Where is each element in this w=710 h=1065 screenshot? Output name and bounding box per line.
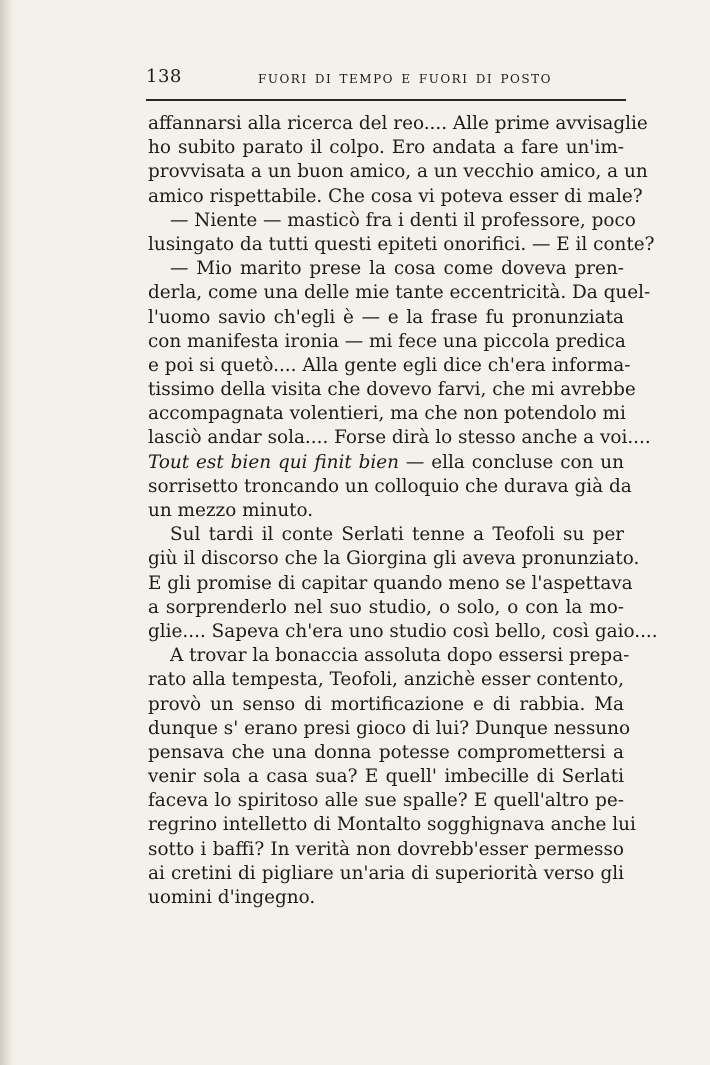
text-line: provò un senso di mortificazione e di rabbia. Ma xyxy=(148,693,624,715)
text-line: ai cretini di pigliare un'aria di superiorità verso gli xyxy=(148,862,624,884)
text-line: uomini d'ingegno. xyxy=(148,887,316,908)
text-line: giù il discorso che la Giorgina gli aveva pronunziato. xyxy=(148,548,640,570)
text-line: tissimo della visita che dovevo farvi, che mi avrebbe xyxy=(148,379,636,401)
text-line: rato alla tempesta, Teofoli, anzichè esser contento, xyxy=(148,669,624,691)
text-line: a sorprenderlo nel suo studio, o solo, o con la mo- xyxy=(148,596,624,618)
page-binding-edge xyxy=(0,0,14,1065)
text-line: dunque s' erano presi gioco di lui? Dunque nessuno xyxy=(148,717,631,739)
text-line: un mezzo minuto. xyxy=(148,500,314,521)
text-line: — Niente — masticò fra i denti il professore, poco xyxy=(170,209,636,231)
text-line: l'uomo savio ch'egli è — e la frase fu pronunziata xyxy=(148,306,624,328)
text-line: glie.... Sapeva ch'era uno studio così bello, così gaio.... xyxy=(148,620,658,642)
text-line: venir sola a casa sua? E quell' imbecille di Serlati xyxy=(148,766,624,788)
text-line: pensava che una donna potesse compromettersi a xyxy=(148,741,624,763)
text-line-italic-quote: Tout est bien qui finit bien — ella concluse con un xyxy=(148,451,624,473)
text-line: A trovar la bonaccia assoluta dopo essersi prepa- xyxy=(170,645,630,667)
text-line: sotto i baffi? In verità non dovrebb'esser permesso xyxy=(148,838,624,860)
italic-quote: Tout est bien qui finit bien xyxy=(148,451,400,473)
page-header xyxy=(146,66,626,96)
text-line: — Mio marito prese la cosa come doveva pren- xyxy=(170,258,624,280)
text-line: con manifesta ironia — mi fece una piccola predica xyxy=(148,330,626,352)
page-number: 138 xyxy=(146,66,182,87)
text-line: e poi si quetò.... Alla gente egli dice ch'era informa- xyxy=(148,354,631,376)
text-line: affannarsi alla ricerca del reo.... Alle prime avvisaglie xyxy=(148,113,648,134)
text-line: amico rispettabile. Che cosa vi poteva esser di male? xyxy=(148,185,643,207)
text-line: Sul tardi il conte Serlati tenne a Teofoli su per xyxy=(170,524,624,546)
text-line: faceva lo spiritoso alle sue spalle? E quell'altro pe- xyxy=(148,790,624,812)
text-line: accompagnata volentieri, ma che non potendolo mi xyxy=(148,403,626,425)
text-line: sorrisetto troncando un colloquio che durava già da xyxy=(148,475,632,497)
text-line: lusingato da tutti questi epiteti onorifici. — E il conte? xyxy=(148,233,655,255)
body-text xyxy=(148,112,658,910)
text-line: provvisata a un buon amico, a un vecchio amico, a un xyxy=(148,161,648,183)
text-line: derla, come una delle mie tante eccentricità. Da quel- xyxy=(148,282,651,304)
running-title: FUORI DI TEMPO E FUORI DI POSTO xyxy=(258,72,552,86)
text-line: E gli promise di capitar quando meno se l'aspettava xyxy=(148,572,633,594)
header-rule xyxy=(146,99,626,101)
text-line: regrino intelletto di Montalto sogghignava anche lui xyxy=(148,814,636,836)
text-line: lasciò andar sola.... Forse dirà lo stesso anche a voi.... xyxy=(148,427,651,449)
text-line: ho subito parato il colpo. Ero andata a fare un'im- xyxy=(148,137,624,159)
